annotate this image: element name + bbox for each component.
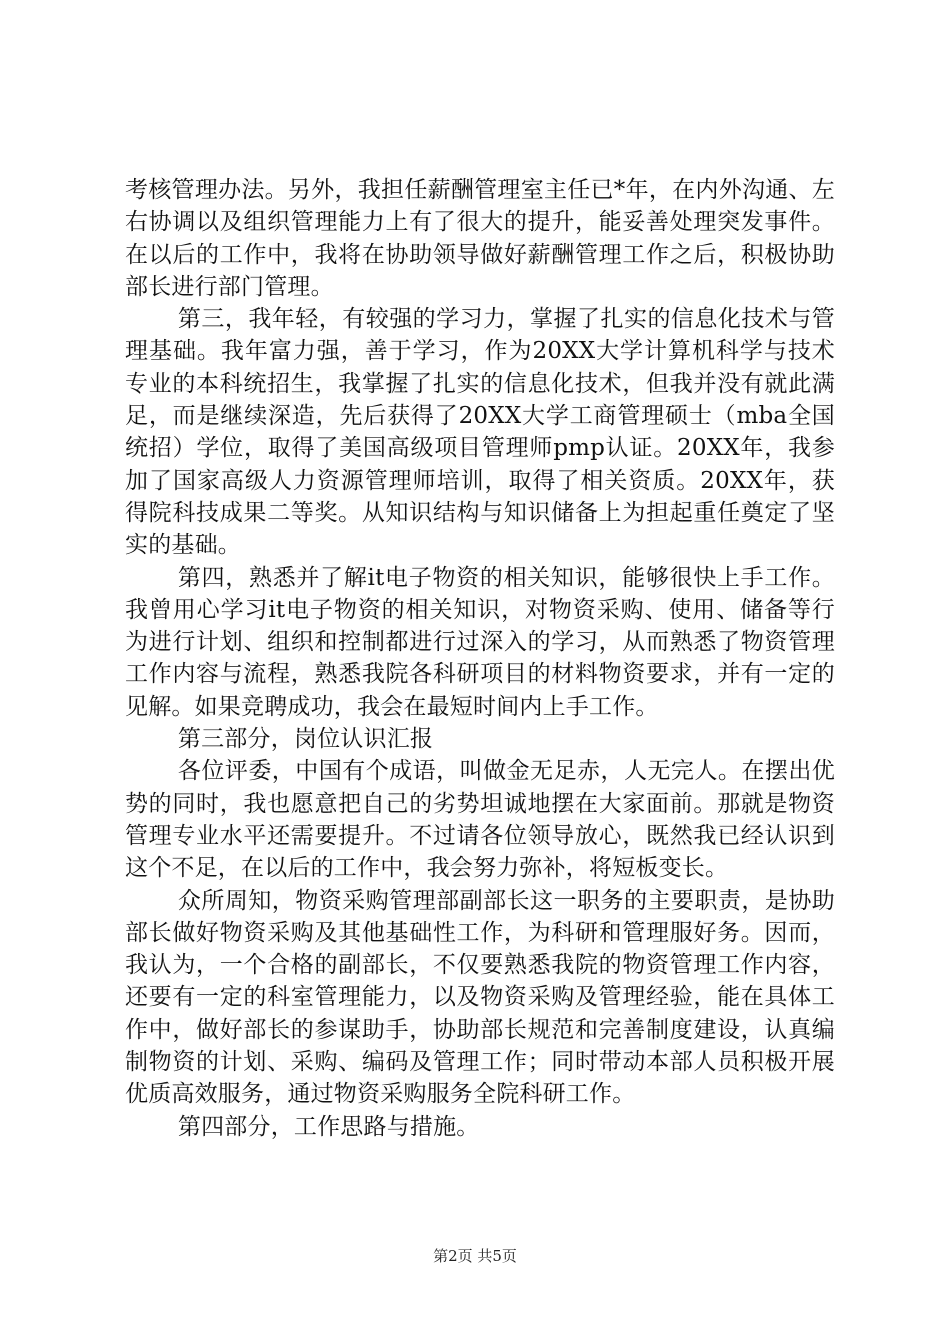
paragraph-job-duties: 众所周知，物资采购管理部副部长这一职务的主要职责，是协助部长做好物资采购及其他基础性工作，为科研和管理服好务。因而，我认为，一个合格的副部长，不仅要熟悉我院的物资管理工作内容，还要有一定的科室管理能力，以及物资采购及管理经验，能在具体工作中，做好部长的参谋助手，协助部长规范和完善制度建设，认真编制物资的计划、采购、编码及管理工作；同时带动本部人员积极开展优质高效服务，通过物资采购服务全院科研工作。 bbox=[125, 887, 835, 1108]
paragraph-self-assessment: 各位评委，中国有个成语，叫做金无足赤，人无完人。在摆出优势的同时，我也愿意把自己的劣势坦诚地摆在大家面前。那就是物资管理专业水平还需要提升。不过请各位领导放心，既然我已经认识到这个不足，在以后的工作中，我会努力弥补，将短板变长。 bbox=[125, 758, 835, 882]
paragraph-continuation: 考核管理办法。另外，我担任薪酬管理室主任已*年，在内外沟通、左右协调以及组织管理能力上有了很大的提升，能妥善处理突发事件。在以后的工作中，我将在协助领导做好薪酬管理工作之后，积极协助部长进行部门管理。 bbox=[125, 177, 835, 300]
section-heading-part-three: 第三部分，岗位认识汇报 bbox=[177, 726, 434, 753]
paragraph-third-strength: 第三，我年轻，有较强的学习力，掌握了扎实的信息化技术与管理基础。我年富力强，善于学习，作为20XX大学计算机科学与技术专业的本科统招生，我掌握了扎实的信息化技术，但我并没有就此满足，而是继续深造，先后获得了20XX大学工商管理硕士（mba全国统招）学位，取得了美国高级项目管理师pmp认证。20XX年，我参加了国家高级人力资源管理师培训，取得了相关资质。20XX年，获得院科技成果二等奖。从知识结构与知识储备上为担起重任奠定了坚实的基础。 bbox=[125, 306, 835, 559]
paragraph-fourth-strength: 第四，熟悉并了解it电子物资的相关知识，能够很快上手工作。我曾用心学习it电子物资的相关知识，对物资采购、使用、储备等行为进行计划、组织和控制都进行过深入的学习，从而熟悉了物资管理工作内容与流程，熟悉我院各科研项目的材料物资要求，并有一定的见解。如果竞聘成功，我会在最短时间内上手工作。 bbox=[125, 564, 835, 720]
section-heading-part-four: 第四部分，工作思路与措施。 bbox=[177, 1113, 480, 1140]
document-body bbox=[125, 174, 835, 1143]
page-number-footer: 第2页 共5页 bbox=[433, 1247, 517, 1265]
